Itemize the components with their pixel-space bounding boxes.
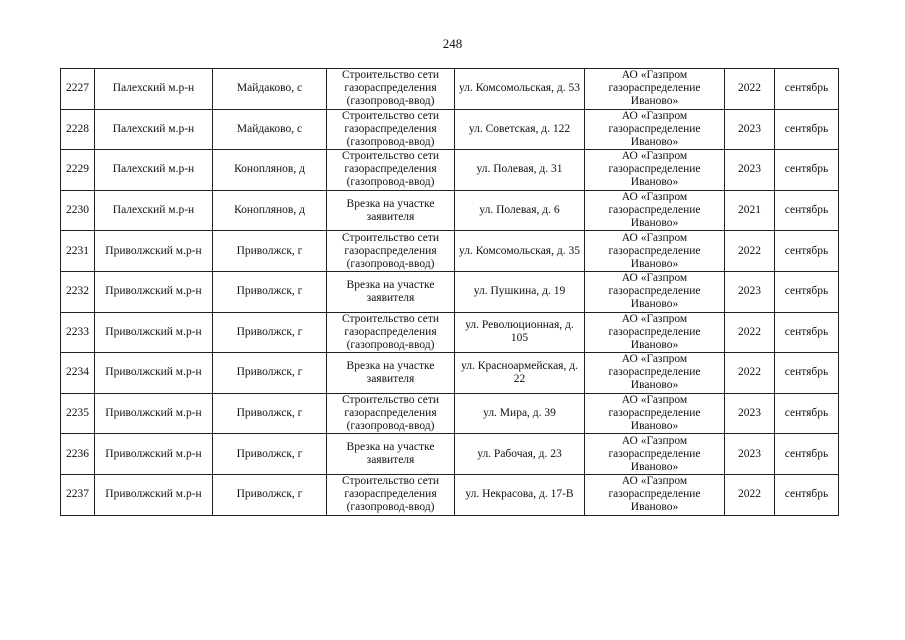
table-row [61,312,839,353]
cell-work-type: Врезка на участке заявителя [327,434,455,475]
cell-organization: АО «Газпром газораспределение Иваново» [585,231,725,272]
cell-district: Приволжский м.р-н [95,231,213,272]
cell-work-type: Врезка на участке заявителя [327,271,455,312]
cell-organization: АО «Газпром газораспределение Иваново» [585,150,725,191]
cell-year: 2022 [725,353,775,394]
cell-address: ул. Рабочая, д. 23 [455,434,585,475]
cell-year: 2023 [725,434,775,475]
cell-locality: Приволжск, г [213,474,327,515]
cell-district: Приволжский м.р-н [95,393,213,434]
cell-district: Приволжский м.р-н [95,353,213,394]
cell-month: сентябрь [775,393,839,434]
table-row [61,150,839,191]
cell-locality: Приволжск, г [213,312,327,353]
cell-number: 2233 [61,312,95,353]
cell-address: ул. Некрасова, д. 17-В [455,474,585,515]
cell-district: Приволжский м.р-н [95,271,213,312]
cell-locality: Приволжск, г [213,353,327,394]
cell-number: 2237 [61,474,95,515]
cell-month: сентябрь [775,312,839,353]
cell-year: 2023 [725,393,775,434]
table-row [61,109,839,150]
cell-year: 2021 [725,190,775,231]
table-row [61,474,839,515]
page-number: 248 [442,36,463,51]
table-row [61,434,839,475]
cell-organization: АО «Газпром газораспределение Иваново» [585,353,725,394]
cell-work-type: Строительство сети газораспределения (газопровод-ввод) [327,312,455,353]
cell-address: ул. Комсомольская, д. 35 [455,231,585,272]
cell-number: 2232 [61,271,95,312]
cell-district: Палехский м.р-н [95,69,213,110]
table-row [61,190,839,231]
cell-locality: Приволжск, г [213,393,327,434]
cell-number: 2230 [61,190,95,231]
cell-district: Приволжский м.р-н [95,312,213,353]
cell-work-type: Врезка на участке заявителя [327,353,455,394]
cell-month: сентябрь [775,150,839,191]
cell-year: 2022 [725,231,775,272]
cell-locality: Майдаково, с [213,69,327,110]
cell-address: ул. Комсомольская, д. 53 [455,69,585,110]
cell-address: ул. Полевая, д. 31 [455,150,585,191]
cell-organization: АО «Газпром газораспределение Иваново» [585,393,725,434]
cell-number: 2234 [61,353,95,394]
cell-number: 2228 [61,109,95,150]
table-row [61,69,839,110]
cell-month: сентябрь [775,271,839,312]
cell-district: Палехский м.р-н [95,109,213,150]
table-row [61,353,839,394]
cell-month: сентябрь [775,474,839,515]
table-row [61,393,839,434]
cell-address: ул. Полевая, д. 6 [455,190,585,231]
cell-number: 2235 [61,393,95,434]
cell-address: ул. Советская, д. 122 [455,109,585,150]
cell-locality: Коноплянов, д [213,190,327,231]
cell-address: ул. Революционная, д. 105 [455,312,585,353]
cell-work-type: Врезка на участке заявителя [327,190,455,231]
table-row [61,271,839,312]
cell-year: 2022 [725,312,775,353]
gasification-table [60,68,839,516]
cell-district: Палехский м.р-н [95,190,213,231]
cell-locality: Приволжск, г [213,271,327,312]
cell-month: сентябрь [775,434,839,475]
cell-year: 2022 [725,474,775,515]
cell-work-type: Строительство сети газораспределения (газопровод-ввод) [327,69,455,110]
cell-address: ул. Красноармейская, д. 22 [455,353,585,394]
cell-locality: Приволжск, г [213,434,327,475]
cell-work-type: Строительство сети газораспределения (газопровод-ввод) [327,109,455,150]
cell-locality: Приволжск, г [213,231,327,272]
cell-month: сентябрь [775,109,839,150]
table-row [61,231,839,272]
cell-district: Палехский м.р-н [95,150,213,191]
cell-year: 2023 [725,150,775,191]
cell-organization: АО «Газпром газораспределение Иваново» [585,69,725,110]
cell-district: Приволжский м.р-н [95,434,213,475]
cell-work-type: Строительство сети газораспределения (газопровод-ввод) [327,231,455,272]
cell-locality: Майдаково, с [213,109,327,150]
table-body [61,69,839,516]
cell-district: Приволжский м.р-н [95,474,213,515]
cell-organization: АО «Газпром газораспределение Иваново» [585,474,725,515]
cell-locality: Коноплянов, д [213,150,327,191]
cell-number: 2229 [61,150,95,191]
cell-month: сентябрь [775,231,839,272]
cell-address: ул. Мира, д. 39 [455,393,585,434]
cell-organization: АО «Газпром газораспределение Иваново» [585,434,725,475]
cell-organization: АО «Газпром газораспределение Иваново» [585,271,725,312]
cell-number: 2227 [61,69,95,110]
cell-month: сентябрь [775,190,839,231]
cell-work-type: Строительство сети газораспределения (газопровод-ввод) [327,393,455,434]
cell-month: сентябрь [775,353,839,394]
cell-year: 2023 [725,109,775,150]
cell-number: 2236 [61,434,95,475]
cell-year: 2022 [725,69,775,110]
cell-work-type: Строительство сети газораспределения (газопровод-ввод) [327,150,455,191]
cell-number: 2231 [61,231,95,272]
cell-organization: АО «Газпром газораспределение Иваново» [585,109,725,150]
cell-address: ул. Пушкина, д. 19 [455,271,585,312]
cell-work-type: Строительство сети газораспределения (газопровод-ввод) [327,474,455,515]
cell-organization: АО «Газпром газораспределение Иваново» [585,190,725,231]
cell-year: 2023 [725,271,775,312]
cell-month: сентябрь [775,69,839,110]
cell-organization: АО «Газпром газораспределение Иваново» [585,312,725,353]
